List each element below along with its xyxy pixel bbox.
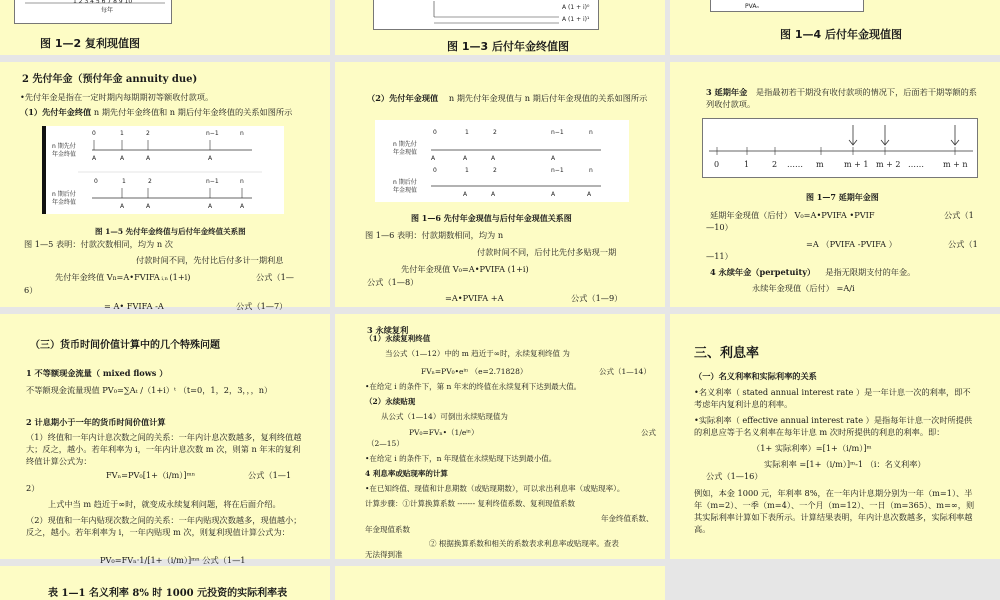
- fig-label-bottom: n 期后付: [52, 191, 76, 198]
- svg-text:n: n: [240, 178, 244, 185]
- svg-text:0: 0: [433, 129, 437, 136]
- line5: =A•PVIFA +A: [445, 293, 504, 303]
- svg-text:A: A: [491, 155, 496, 162]
- slide-continuous-compounding: [335, 314, 665, 559]
- axis-label: 每年: [101, 7, 114, 14]
- heading-1: （一）名义利率和实际利率的关系: [694, 371, 817, 381]
- svg-text:A: A: [463, 191, 468, 198]
- formula-ref: 公式: [641, 428, 656, 437]
- slide-compound-pv: [0, 0, 330, 55]
- heading-2: 2 计息期小于一年的货币时间价值计算: [26, 417, 166, 427]
- svg-text:A: A: [240, 203, 245, 210]
- item1-head: （1）先付年金终值: [20, 107, 92, 117]
- svg-text:A: A: [146, 155, 151, 162]
- line2: 付款时间不同，先付比后付多计一期利息: [136, 255, 284, 265]
- svg-text:A: A: [92, 155, 97, 162]
- svg-text:A: A: [587, 191, 592, 198]
- label-a1: A (1 + i)¹: [562, 16, 590, 23]
- para-3: 上式中当 m 趋近于∞时，就变成永续复利问题，将在后面介绍。: [48, 499, 281, 509]
- fig-caption: 图 1—5 先付年金终值与后付年金终值关系图: [95, 227, 246, 236]
- slide-title: （三）货币时间价值计算中的几个特殊问题: [30, 340, 220, 351]
- tick-0: 0: [714, 160, 720, 169]
- slide-annuity-due-pv: [335, 62, 665, 307]
- heading-1: 1 不等额现金流量（ mixed flows ）: [26, 368, 168, 378]
- svg-text:0: 0: [433, 167, 437, 174]
- line4: 公式（1—8）: [367, 277, 419, 287]
- slide-caption: 图 1—2 复利现值图: [40, 37, 140, 50]
- item1: [20, 106, 312, 118]
- annuity-due-pv-figure: [375, 120, 629, 202]
- svg-text:1: 1: [465, 167, 469, 174]
- pva-label: PVAₙ: [745, 3, 759, 10]
- svg-text:1 2 3 4 5 6 7 8 9 10: 1 2 3 4 5 6 7 8 9 10: [73, 0, 133, 5]
- svg-text:年金现值: 年金现值: [393, 187, 418, 194]
- svg-text:A: A: [208, 155, 213, 162]
- svg-text:年金终值: 年金终值: [52, 199, 77, 206]
- slide-title: 三、利息率: [694, 346, 760, 361]
- svg-text:2: 2: [146, 130, 150, 137]
- slide-special-issues: [0, 314, 330, 565]
- formula-1: FVₙ=PV₀[1+（i/m）]ᵐⁿ: [106, 470, 196, 480]
- slide-title: 2 先付年金（预付年金 annuity due): [22, 74, 198, 85]
- tick-ellipsis-2: ……: [908, 160, 924, 169]
- svg-text:n−1: n−1: [206, 130, 219, 137]
- para-1: 当公式（1—12）中的 m 趋近于∞时，永续复利终值 为: [385, 349, 570, 358]
- para-7: 年金终值系数、: [601, 514, 654, 523]
- slide-blank: [335, 566, 665, 600]
- para-8: 年金现值系数: [365, 525, 410, 534]
- definition: •先付年金是指在一定时期内每期期初等额收付款项。: [20, 92, 214, 102]
- formula-ref: 公式（1: [944, 210, 974, 220]
- para-2: •实际利率（ effective annual interest rate ）是指每年计息一次时所提供的利息应等于名义利率在每年计息 m 次时所提供的利息的利率。即：: [694, 415, 973, 437]
- para-4: •在给定 i 的条件下，n 年现值在永续贴现下达到最小值。: [365, 454, 557, 463]
- line4: —11）: [706, 251, 733, 261]
- line5: = A• FVIFA -A: [104, 301, 164, 311]
- formula-ref: 公式（1—1: [248, 470, 292, 480]
- line1: 图 1—5 表明：付款次数相同，均为 n 次: [24, 239, 173, 249]
- para-2: （1）终值和一年内计息次数之间的关系：一年内计息次数越多，复利终值越大；反之，越小。若年利率为 i，一年内计息次数 m 次，则第 n 年末的复利终值计算公式为：: [26, 432, 302, 466]
- svg-text:A: A: [491, 191, 496, 198]
- line3: 先付年金终值 Vn=A•FVIFA i,n (1+i): [55, 272, 191, 282]
- formula-ref-cont: （2—15）: [367, 439, 404, 448]
- formula-2: 实际利率 =[1+（i/m）]ᵐ-1 （i：名义利率）: [764, 459, 926, 469]
- slide-caption: 图 1—4 后付年金现值图: [780, 28, 902, 41]
- tick-mn: m + n: [943, 160, 968, 169]
- formula-1: （1+ 实际利率）=[1+（i/m）]ᵐ: [752, 443, 872, 453]
- line3: 先付年金现值 V₀=A•PVIFA (1+i): [401, 264, 529, 274]
- perpetuity: 4 永续年金（perpetuity） 是指无限期支付的年金。: [710, 267, 916, 277]
- svg-text:1: 1: [120, 130, 124, 137]
- annuity-fv-figure: [373, 0, 599, 30]
- heading-1: 3 永续复利: [367, 325, 409, 335]
- heading-1b: （1）永续复利终值: [365, 334, 431, 343]
- formula-2: PV₀=FVₙ·1/[1+（i/m）]ᵐⁿ 公式（1—1: [100, 555, 246, 565]
- deferred-annuity-figure: [702, 118, 978, 178]
- formula-1: FVₙ=PV₀•eⁱⁿ （e=2.71828）: [421, 367, 528, 376]
- item1-body: n 期先付年金终值和 n 期后付年金终值的关系如图所示: [93, 107, 293, 117]
- para-5: •在已知终值、现值和计息期数（或贴现期数），可以求出利息率（或贴现率）。: [365, 484, 625, 493]
- line2: 付款时间不同，后付比先付多贴现一期: [477, 247, 617, 257]
- formula-2: PV₀=FVₙ•（1/eⁱⁿ）: [409, 428, 479, 437]
- para-10: 无法得到准: [365, 550, 403, 559]
- para-6: 计算步骤：①计算换算系数 ------- 复利终值系数、复利现值系数: [365, 499, 576, 508]
- heading-2: （2）永续贴现: [365, 397, 416, 406]
- svg-text:n 期后付: n 期后付: [393, 179, 417, 186]
- slide-table-title: [0, 566, 330, 600]
- slide-deferred-annuity: [670, 62, 1000, 307]
- tick-1: 1: [744, 160, 750, 169]
- svg-text:A: A: [463, 155, 468, 162]
- svg-text:A: A: [120, 155, 125, 162]
- svg-text:年金现值: 年金现值: [393, 149, 418, 156]
- fig-caption: 图 1—7 延期年金图: [806, 192, 879, 202]
- para-9: ② 根据换算系数和相关的系数表求利息率或贴现率。查表: [429, 539, 619, 548]
- svg-text:A: A: [431, 155, 436, 162]
- svg-text:n: n: [589, 167, 593, 174]
- svg-text:1: 1: [465, 129, 469, 136]
- tick-m2: m + 2: [876, 160, 901, 169]
- heading-3: 4 利息率或贴现率的计算: [365, 469, 448, 478]
- slide-caption: 图 1—3 后付年金终值图: [447, 40, 569, 53]
- label-a0: A (1 + i)⁰: [562, 4, 590, 11]
- slide-interest-rate: [670, 314, 1000, 559]
- svg-text:A: A: [208, 203, 213, 210]
- tick-m: m: [816, 160, 824, 169]
- svg-text:n: n: [240, 130, 244, 137]
- svg-text:A: A: [551, 191, 556, 198]
- svg-text:2: 2: [493, 167, 497, 174]
- para-4: （2）现值和一年内贴现次数之间的关系：一年内贴现次数越多，现值越小；反之，越小。若年利率为 i，一年内贴现 m 次，则复利现值计算公式为：: [26, 515, 302, 537]
- svg-text:A: A: [551, 155, 556, 162]
- svg-text:A: A: [146, 203, 151, 210]
- svg-text:2: 2: [493, 129, 497, 136]
- slide-annuity-due-fv: [0, 62, 330, 311]
- tick-2: 2: [772, 160, 778, 169]
- formula-ref: 公式（1—16）: [706, 471, 763, 481]
- annuity-pv-figure: [710, 0, 864, 12]
- line4: 6）: [24, 285, 38, 295]
- formula-ref: 公式（1: [948, 239, 978, 249]
- fig-caption: 图 1—6 先付年金现值与后付年金现值关系图: [411, 213, 572, 223]
- svg-text:n 期先付: n 期先付: [393, 141, 417, 148]
- table-title: 表 1—1 名义利率 8% 时 1000 元投资的实际利率表: [48, 588, 288, 599]
- svg-text:n−1: n−1: [551, 129, 564, 136]
- line1: 图 1—6 表明：付款期数相同，均为 n: [365, 230, 504, 240]
- formula-ref: 公式（1—14）: [599, 367, 651, 376]
- intro: 3 延期年金 是指最初若干期没有收付款项的情况下，后面若干期等额的系列收付款项。: [706, 87, 977, 109]
- slide-ordinary-annuity-pv: [670, 0, 1000, 55]
- svg-text:A: A: [120, 203, 125, 210]
- svg-text:n−1: n−1: [551, 167, 564, 174]
- slide-ordinary-annuity-fv: [335, 0, 665, 55]
- fig-label-top: n 期先付: [52, 143, 76, 150]
- line2: —10）: [706, 222, 733, 232]
- formula-ref: 公式（1—9）: [571, 293, 623, 303]
- line1: 延期年金现值（后付） V₀=A•PVIFA •PVIF: [710, 210, 875, 220]
- svg-text:n: n: [589, 129, 593, 136]
- intro: （2）先付年金现值 n 期先付年金现值与 n 期后付年金现值的关系如图所示: [367, 93, 648, 103]
- para-1: •名义利率（ stated annual interest rate ）是一年计息一次的利率，即不考虑年内复利计息的利率。: [694, 387, 971, 409]
- svg-text:2: 2: [148, 178, 152, 185]
- annuity-due-fv-figure: [42, 126, 284, 214]
- formula-ref: 公式（1—7）: [236, 301, 288, 311]
- svg-text:年金终值: 年金终值: [52, 151, 77, 158]
- formula-ref: 公式（1—: [256, 272, 294, 282]
- svg-text:0: 0: [92, 130, 96, 137]
- svg-text:0: 0: [94, 178, 98, 185]
- perpetuity-formula: 永续年金现值（后付） =A/i: [752, 283, 855, 293]
- formula-ref-cont: 2）: [26, 483, 40, 493]
- compound-pv-figure: [14, 0, 172, 24]
- svg-text:n−1: n−1: [206, 178, 219, 185]
- line3: =A （PVIFA -PVIFA ）: [806, 239, 897, 249]
- para-3: 从公式（1—14）可倒出永续贴现值为: [381, 412, 508, 421]
- tick-ellipsis-1: ……: [787, 160, 803, 169]
- tick-m1: m + 1: [844, 160, 869, 169]
- example: 例如，本金 1000 元，年利率 8%，在一年内计息期分别为一年（m=1）、半年（m=2）、一季（m=4）、一个月（m=12）、一日（m=365）、m=∞，则其实际利率计算如下表所示。计算结果表明，年内计息次数越多，实际利率越高。: [694, 488, 975, 534]
- svg-text:1: 1: [122, 178, 126, 185]
- para-1: 不等额现金流量现值 PV₀=∑Aₜ /（1+i）ᵗ （t=0，1，2，3，，，n）: [26, 385, 273, 395]
- para-2: •在给定 i 的条件下，第 n 年末的终值在永续复利下达到最大值。: [365, 382, 582, 391]
